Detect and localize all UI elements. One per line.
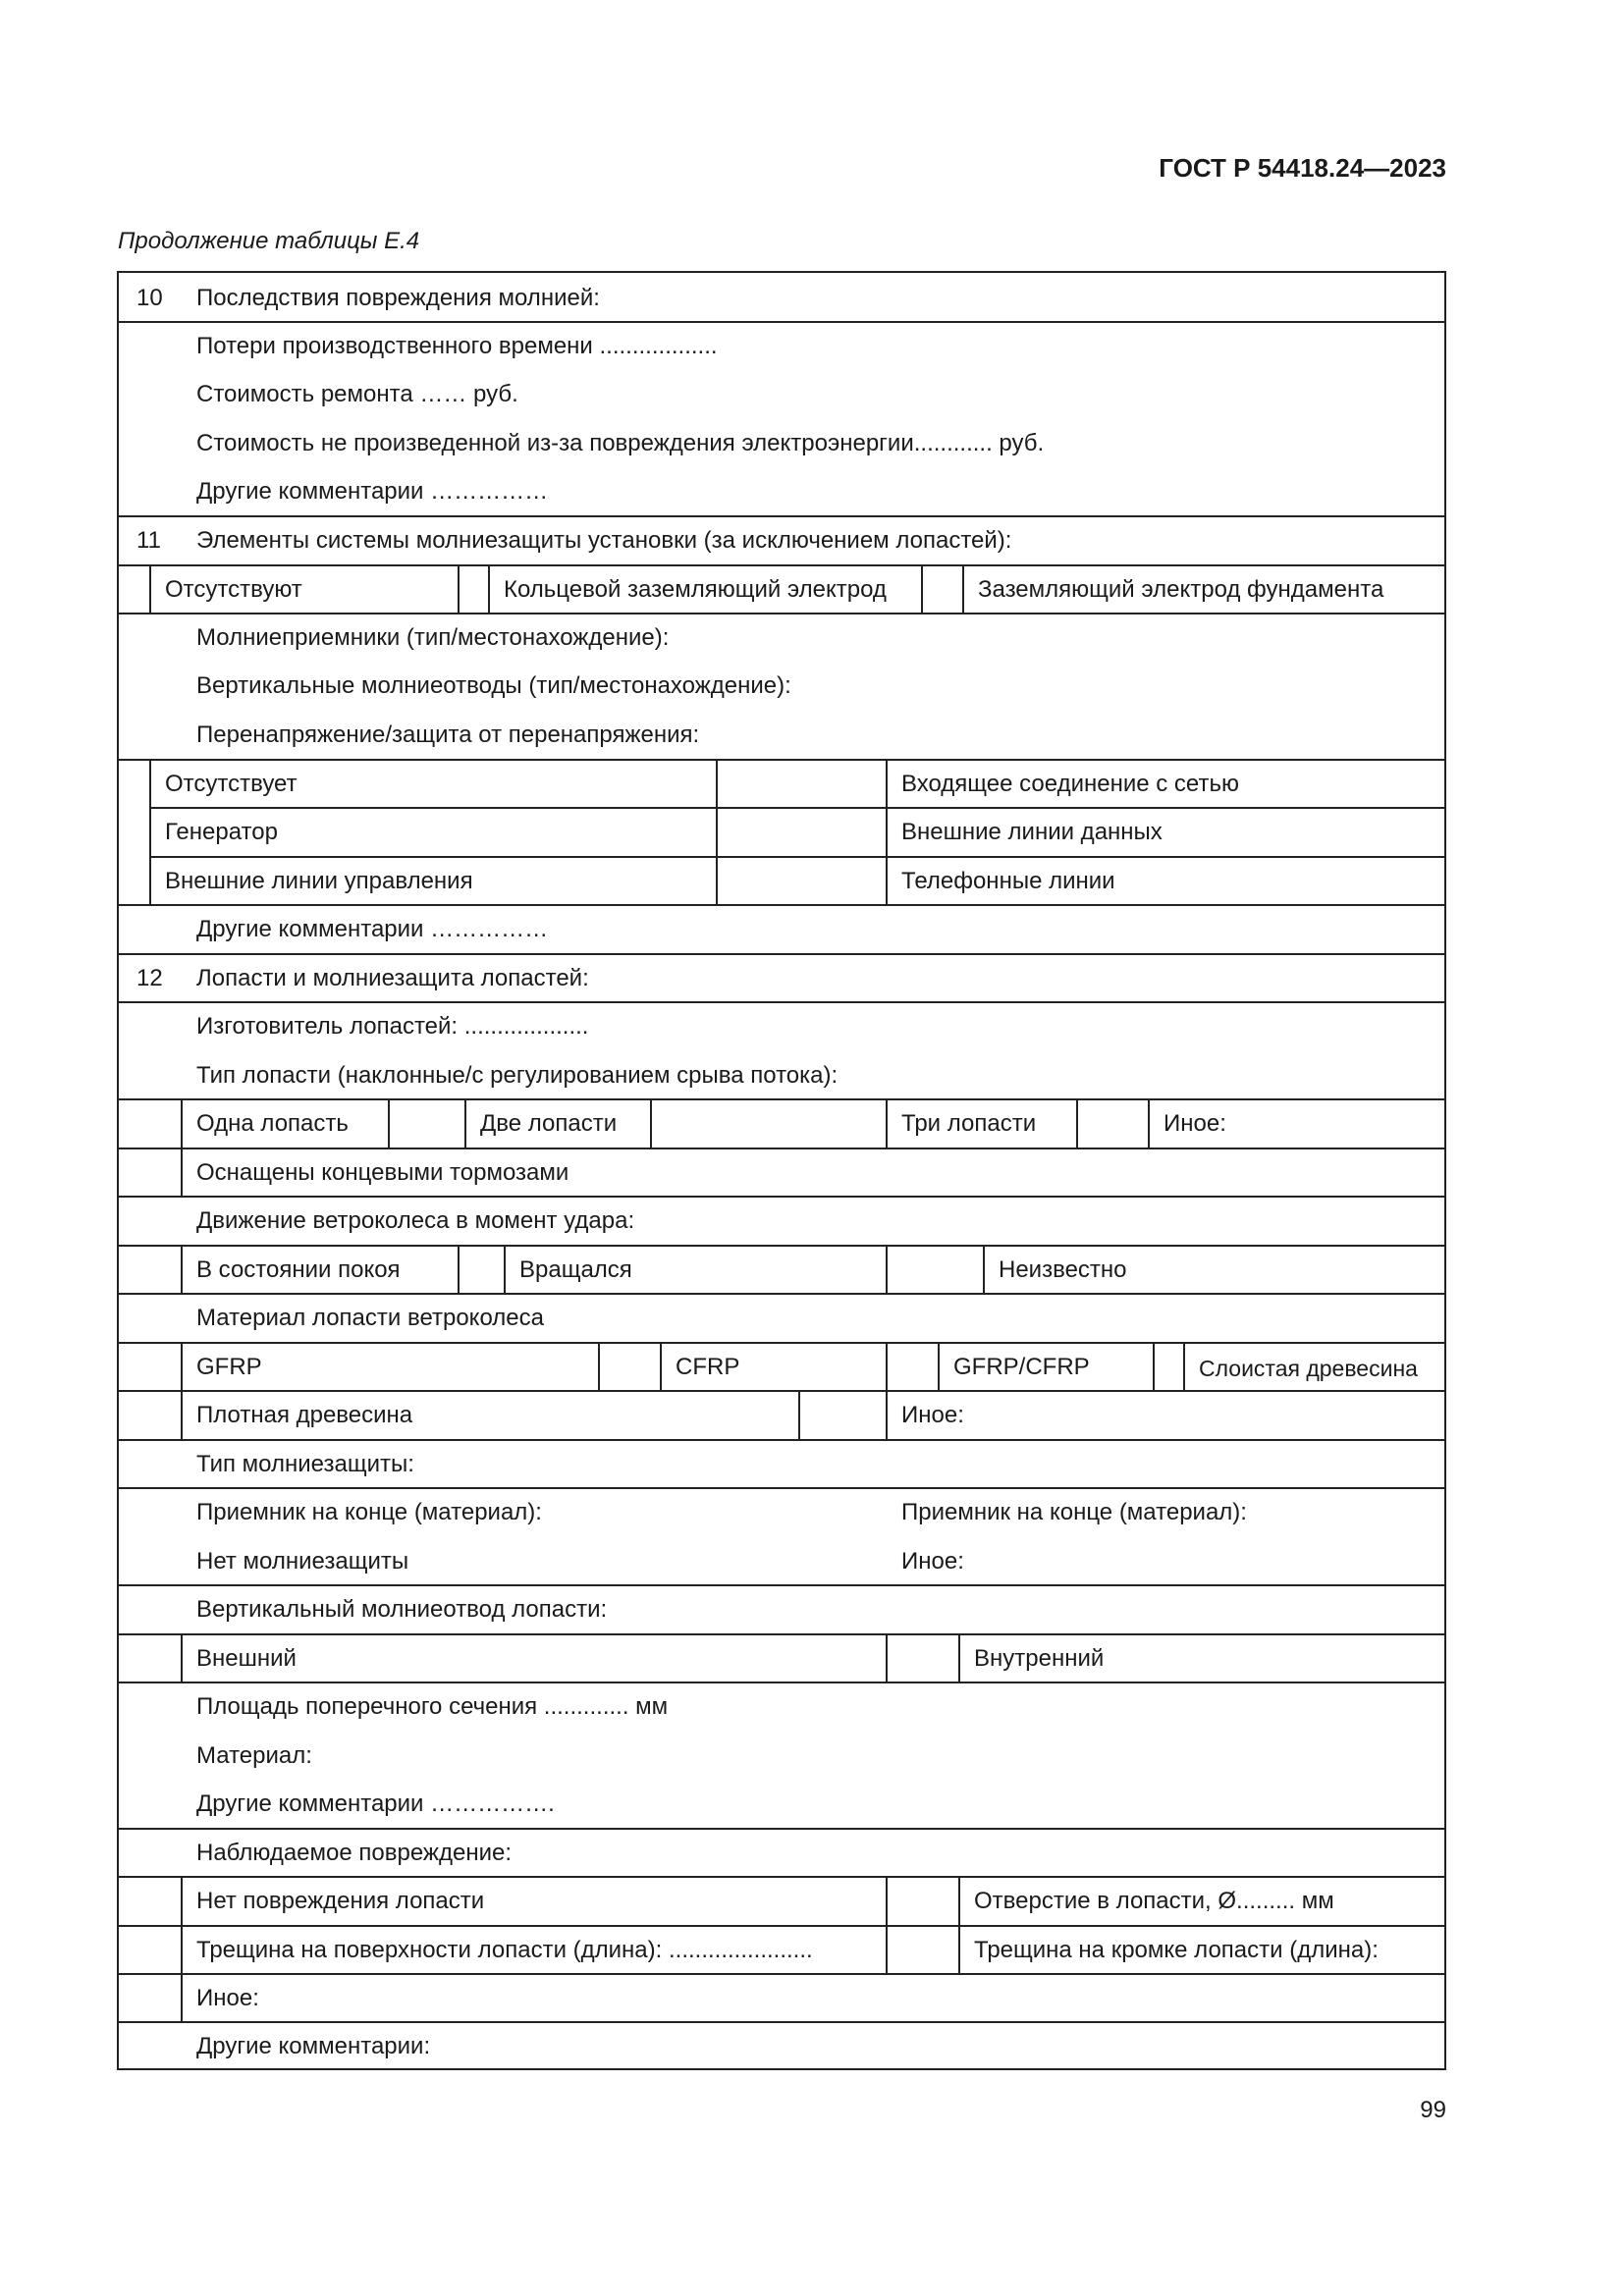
option-telephone-lines: Телефонные линии <box>901 868 1115 894</box>
section-10-line: Другие комментарии …………… <box>196 478 549 505</box>
section-11-line: Вертикальные молниеотводы (тип/местонахождение): <box>196 672 791 699</box>
option-edge-crack: Трещина на кромке лопасти (длина): <box>974 1937 1379 1963</box>
row-divider <box>119 1245 1444 1247</box>
row-divider <box>119 564 1444 566</box>
section-10-line: Стоимость ремонта …… руб. <box>196 381 518 407</box>
row-divider <box>119 1828 1444 1830</box>
section-11-title: Элементы системы молниезащиты установки (за исключением лопастей): <box>196 527 1012 554</box>
option-unknown: Неизвестно <box>999 1256 1127 1283</box>
row-divider <box>119 1633 1444 1635</box>
option-foundation-earth-electrode: Заземляющий электрод фундамента <box>978 576 1384 603</box>
cell-divider <box>458 564 460 613</box>
section-10-number: 10 <box>136 285 163 311</box>
cell-divider <box>181 1633 183 1682</box>
cell-divider <box>798 1390 800 1439</box>
row-divider <box>119 953 1444 955</box>
row-divider <box>119 1682 1444 1683</box>
row-divider <box>119 1439 1444 1441</box>
section-11-number: 11 <box>136 527 161 554</box>
option-surface-crack: Трещина на поверхности лопасти (длина): ...................... <box>196 1937 813 1963</box>
row-divider <box>119 321 1444 323</box>
option-ring-earth-electrode: Кольцевой заземляющий электрод <box>504 576 887 603</box>
option-gfrp-cfrp: GFRP/CFRP <box>953 1354 1090 1380</box>
cell-divider <box>886 1098 888 1148</box>
protection-option: Приемник на конце (материал): <box>901 1499 1247 1525</box>
section-10-line: Стоимость не произведенной из-за повреждения электроэнергии............ руб. <box>196 430 1045 456</box>
row-divider <box>149 856 1446 858</box>
option-grounding-none: Отсутствуют <box>165 576 302 603</box>
option-blade-count-other: Иное: <box>1164 1110 1226 1137</box>
option-tip-brakes: Оснащены концевыми тормозами <box>196 1159 569 1186</box>
cell-divider <box>716 759 718 904</box>
option-gfrp: GFRP <box>196 1354 262 1380</box>
protection-option: Приемник на конце (материал): <box>196 1499 542 1525</box>
down-conductor-title: Вертикальный молниеотвод лопасти: <box>196 1596 608 1623</box>
option-grid-connection: Входящее соединение с сетью <box>901 771 1239 797</box>
protection-type-title: Тип молниезащиты: <box>196 1451 414 1477</box>
comments-line: Другие комментарии ……………. <box>196 1790 555 1817</box>
option-three-blades: Три лопасти <box>901 1110 1037 1137</box>
cell-divider <box>149 759 151 904</box>
section-10-line: Потери производственного времени .................. <box>196 333 718 359</box>
protection-option: Иное: <box>901 1548 964 1575</box>
option-surge-none: Отсутствует <box>165 771 298 797</box>
option-material-other: Иное: <box>901 1402 964 1428</box>
cell-divider <box>181 1245 183 1293</box>
page-number: 99 <box>1420 2097 1446 2123</box>
blade-material-title: Материал лопасти ветроколеса <box>196 1305 544 1331</box>
cell-divider <box>938 1342 940 1390</box>
cell-divider <box>488 564 490 613</box>
row-divider <box>119 1390 1444 1392</box>
cell-divider <box>149 564 151 613</box>
row-divider <box>149 807 1446 809</box>
material-line: Материал: <box>196 1742 312 1769</box>
section-11-comments: Другие комментарии …………… <box>196 916 549 942</box>
row-divider <box>119 613 1444 614</box>
option-external-control-lines: Внешние линии управления <box>165 868 473 894</box>
option-one-blade: Одна лопасть <box>196 1110 349 1137</box>
cell-divider <box>650 1098 652 1148</box>
section-12-comments: Другие комментарии: <box>196 2033 431 2059</box>
cell-divider <box>921 564 923 613</box>
row-divider <box>119 1584 1444 1586</box>
row-divider <box>119 1098 1444 1100</box>
option-external-data-lines: Внешние линии данных <box>901 819 1163 845</box>
section-11-line: Перенапряжение/защита от перенапряжения: <box>196 721 700 748</box>
option-stationary: В состоянии покоя <box>196 1256 401 1283</box>
cell-divider <box>962 564 964 613</box>
option-blade-hole: Отверстие в лопасти, Ø......... мм <box>974 1888 1334 1914</box>
protection-option: Нет молниезащиты <box>196 1548 409 1575</box>
section-10-title: Последствия повреждения молнией: <box>196 285 600 311</box>
cell-divider <box>1148 1098 1150 1148</box>
document-standard-header: ГОСТ Р 54418.24—2023 <box>1159 153 1446 183</box>
row-divider <box>119 1925 1444 1927</box>
cell-divider <box>1153 1342 1155 1390</box>
section-11-line: Молниеприемники (тип/местонахождение): <box>196 624 670 651</box>
row-divider <box>119 1342 1444 1344</box>
blade-type-label: Тип лопасти (наклонные/с регулированием срыва потока): <box>196 1062 839 1089</box>
cell-divider <box>1076 1098 1078 1148</box>
option-internal: Внутренний <box>974 1645 1105 1672</box>
cell-divider <box>598 1342 600 1390</box>
cell-divider <box>458 1245 460 1293</box>
rotor-motion-title: Движение ветроколеса в момент удара: <box>196 1207 635 1234</box>
form-table <box>117 271 1446 2070</box>
option-external: Внешний <box>196 1645 297 1672</box>
row-divider <box>119 2021 1444 2023</box>
row-divider <box>119 1487 1444 1489</box>
cell-divider <box>886 1245 888 1293</box>
observed-damage-title: Наблюдаемое повреждение: <box>196 1840 512 1866</box>
cell-divider <box>983 1245 985 1293</box>
option-cfrp: CFRP <box>676 1354 740 1380</box>
cross-section-line: Площадь поперечного сечения ............. мм <box>196 1693 669 1720</box>
option-two-blades: Две лопасти <box>480 1110 618 1137</box>
cell-divider <box>464 1098 466 1148</box>
row-divider <box>119 1148 1444 1149</box>
cell-divider <box>181 1098 183 1148</box>
row-divider <box>119 1001 1444 1003</box>
option-laminated-wood: Слоистая древесина <box>1199 1356 1418 1381</box>
option-rotating: Вращался <box>519 1256 632 1283</box>
cell-divider <box>886 1633 888 1682</box>
cell-divider <box>886 759 888 904</box>
cell-divider <box>660 1342 662 1390</box>
cell-divider <box>886 1390 888 1439</box>
cell-divider <box>886 1342 888 1390</box>
section-12-number: 12 <box>136 965 163 991</box>
cell-divider <box>181 1148 183 1196</box>
option-no-blade-damage: Нет повреждения лопасти <box>196 1888 485 1914</box>
row-divider <box>119 1973 1444 1975</box>
row-divider <box>119 759 1444 761</box>
option-solid-wood: Плотная древесина <box>196 1402 413 1428</box>
row-divider <box>119 515 1444 517</box>
cell-divider <box>958 1633 960 1682</box>
option-damage-other: Иное: <box>196 1985 259 2011</box>
row-divider <box>119 1293 1444 1295</box>
table-continuation-caption: Продолжение таблицы Е.4 <box>118 228 420 254</box>
blade-manufacturer: Изготовитель лопастей: ................... <box>196 1013 589 1040</box>
cell-divider <box>181 1876 183 2021</box>
cell-divider <box>1183 1342 1185 1390</box>
row-divider <box>119 1196 1444 1198</box>
cell-divider <box>504 1245 506 1293</box>
option-generator: Генератор <box>165 819 278 845</box>
row-divider <box>119 1876 1444 1878</box>
row-divider <box>119 904 1444 906</box>
section-12-title: Лопасти и молниезащита лопастей: <box>196 965 589 991</box>
cell-divider <box>388 1098 390 1148</box>
